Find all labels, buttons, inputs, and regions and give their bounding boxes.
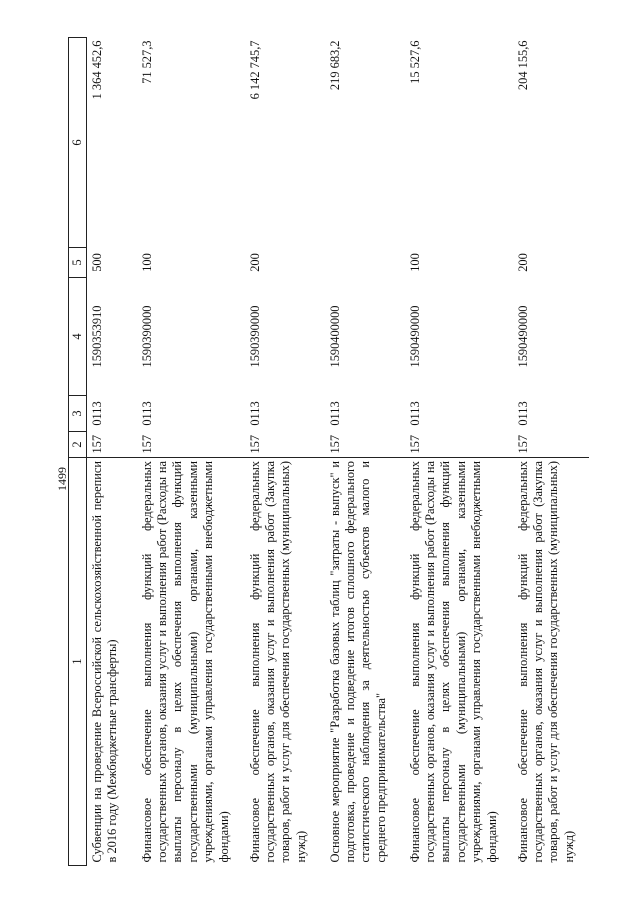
cell-amount: 219 683,2 — [327, 40, 342, 91]
cell-section-code: 0113 — [407, 401, 422, 426]
page-number: 1499 — [55, 467, 69, 491]
cell-amount: 204 155,6 — [515, 40, 530, 91]
cell-amount: 15 527,6 — [407, 40, 422, 84]
table-row — [87, 38, 137, 866]
column-header: 6 — [69, 38, 87, 248]
cell-section-code: 0113 — [139, 401, 154, 426]
cell-expense-type: 200 — [247, 253, 262, 272]
column-header: 3 — [69, 396, 87, 432]
cell-target-article: 1590400000 — [327, 305, 342, 368]
rotated-page-content — [68, 38, 576, 866]
budget-table — [68, 37, 589, 866]
row-description: Финансовое обеспечение выполнения функций федеральных государственных органов, оказания услуг и выполнения работ (Расходы на выплаты персоналу в целях обеспечения выполнения функций государственными (муниципальными) органами, казенными учреждениями, органами управления государственными внебюджетными фондами) — [137, 458, 245, 866]
cell-ministry-code: 157 — [407, 434, 422, 454]
cell-ministry-code: 157 — [327, 434, 342, 454]
table-row — [245, 38, 325, 866]
cell-amount: 1 364 452,6 — [90, 40, 104, 100]
table-row — [405, 38, 513, 866]
cell-ministry-code: 157 — [139, 434, 154, 454]
cell-section-code: 0113 — [90, 401, 104, 426]
column-header: 2 — [69, 432, 87, 458]
table-row — [513, 38, 589, 866]
table-header-row — [69, 38, 87, 866]
cell-section-code: 0113 — [327, 401, 342, 426]
row-description: Субвенции на проведение Всероссийской сельскохозяйственной переписи в 2016 году (Межбюджетные трансферты) — [87, 458, 137, 866]
row-description: Финансовое обеспечение выполнения функций федеральных государственных органов, оказания услуг и выполнения работ (Закупка товаров, работ и услуг для обеспечения государственных (муниципальных) нужд) — [513, 458, 589, 866]
cell-target-article: 1590390000 — [139, 305, 154, 368]
cell-amount: 6 142 745,7 — [247, 40, 262, 100]
column-header: 4 — [69, 278, 87, 396]
cell-expense-type: 100 — [139, 253, 154, 272]
cell-ministry-code: 157 — [90, 434, 104, 454]
cell-amount: 71 527,3 — [139, 40, 154, 84]
cell-target-article: 1590390000 — [247, 305, 262, 368]
cell-expense-type: 500 — [90, 253, 104, 272]
cell-expense-type: 200 — [515, 253, 530, 272]
column-header: 1 — [69, 458, 87, 866]
row-description: Финансовое обеспечение выполнения функций федеральных государственных органов, оказания услуг и выполнения работ (Расходы на выплаты персоналу в целях обеспечения выполнения функций государственными (муниципальными) органами, казенными учреждениями, органами управления государственными внебюджетными фондами) — [405, 458, 513, 866]
cell-ministry-code: 157 — [247, 434, 262, 454]
row-description: Финансовое обеспечение выполнения функций федеральных государственных органов, оказания услуг и выполнения работ (Закупка товаров, работ и услуг для обеспечения государственных (муниципальных) нужд) — [245, 458, 325, 866]
cell-section-code: 0113 — [515, 401, 530, 426]
table-row — [325, 38, 405, 866]
cell-expense-type — [325, 248, 405, 278]
row-description: Основное мероприятие "Разработка базовых таблиц "затраты - выпуск" и подготовка, проведение и подведение итогов сплошного федерального статистического наблюдения за деятельностью субъектов малого и среднего предпринимательства" — [325, 458, 405, 866]
cell-target-article: 1590490000 — [407, 305, 422, 368]
cell-target-article: 1590353910 — [90, 305, 104, 368]
column-header: 5 — [69, 248, 87, 278]
cell-expense-type: 100 — [407, 253, 422, 272]
table-row — [137, 38, 245, 866]
cell-target-article: 1590490000 — [515, 305, 530, 368]
cell-ministry-code: 157 — [515, 434, 530, 454]
cell-section-code: 0113 — [247, 401, 262, 426]
